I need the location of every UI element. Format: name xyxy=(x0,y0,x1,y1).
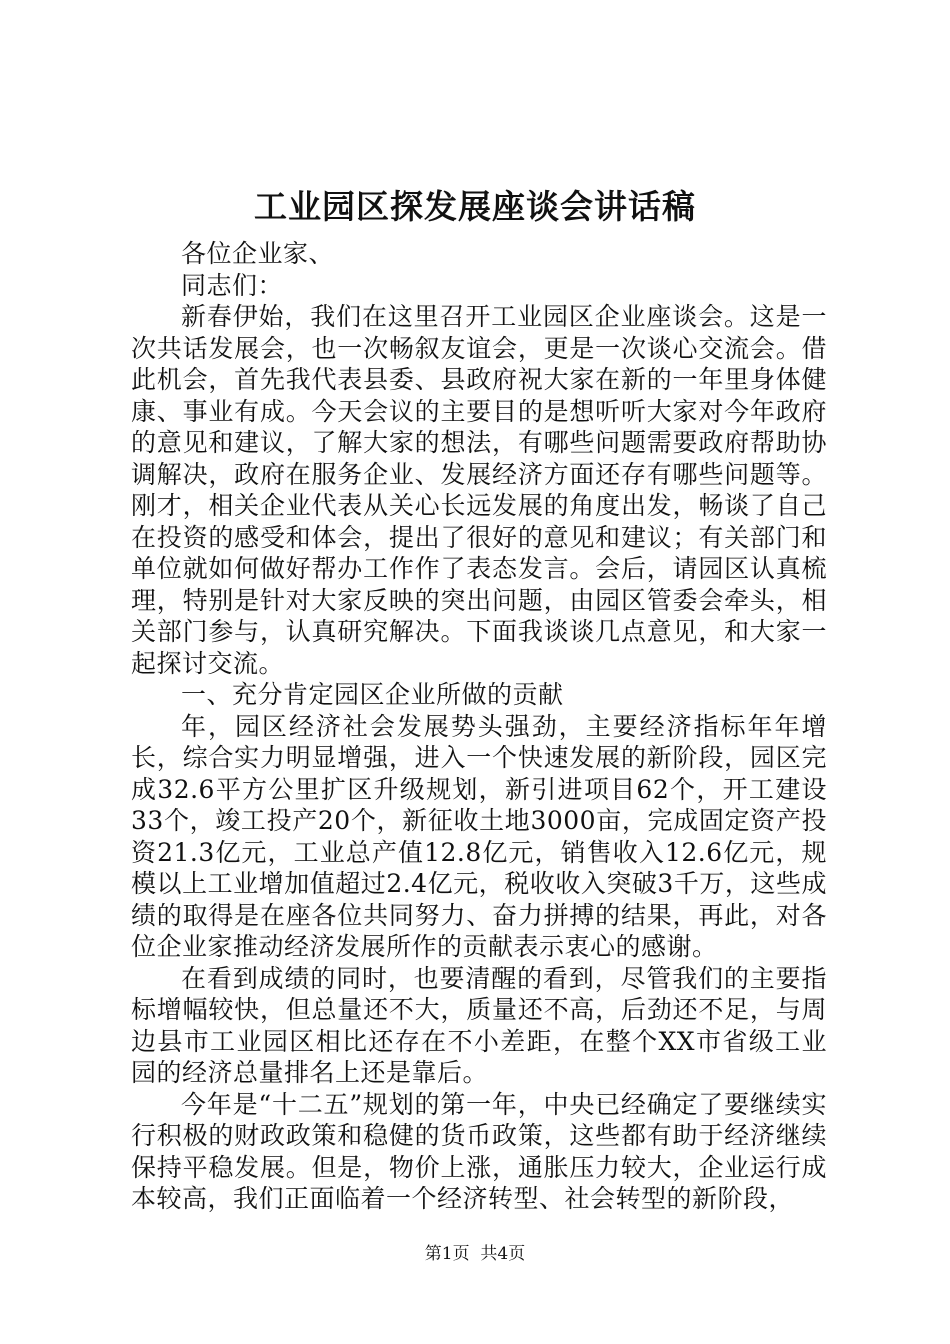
document-title: 工业园区探发展座谈会讲话稿 xyxy=(254,187,696,226)
paragraph-achievements: 年，园区经济社会发展势头强劲，主要经济指标年年增长，综合实力明显增强，进入一个快速发展的新阶段，园区完成32.6平方公里扩区升级规划，新引进项目62个，开工建设33个，竣工投产20个，新征收土地3000亩，完成固定资产投资21.3亿元，工业总产值12.8亿元，销售收入12.6亿元，规模以上工业增加值超过2.4亿元，税收收入突破3千万，这些成绩的取得是在座各位共同努力、奋力拼搏的结果，再此，对各位企业家推动经济发展所作的贡献表示衷心的感谢。 xyxy=(131,711,827,961)
salutation-line-2: 同志们： xyxy=(181,270,284,300)
salutation-line-1: 各位企业家、 xyxy=(181,239,335,268)
page-footer xyxy=(0,1242,950,1266)
paragraph-gaps: 在看到成绩的同时，也要清醒的看到，尽管我们的主要指标增幅较快，但总量还不大，质量还不高，后劲还不足，与周边县市工业园区相比还存在不小差距，在整个XX市省级工业园的经济总量排名上还是靠后。 xyxy=(131,963,827,1087)
section-heading-1: 一、充分肯定园区企业所做的贡献 xyxy=(181,680,564,709)
document-body xyxy=(131,238,827,1215)
page-number: 第1页 xyxy=(424,1244,470,1264)
paragraph-outlook: 今年是“十二五”规划的第一年，中央已经确定了要继续实行积极的财政政策和稳健的货币政策，这些都有助于经济继续保持平稳发展。但是，物价上涨，通胀压力较大，企业运行成本较高，我们正面临着一个经济转型、社会转型的新阶段， xyxy=(131,1089,827,1213)
paragraph-opening: 新春伊始，我们在这里召开工业园区企业座谈会。这是一次共话发展会，也一次畅叙友谊会，更是一次谈心交流会。借此机会，首先我代表县委、县政府祝大家在新的一年里身体健康、事业有成。今天会议的主要目的是想听听大家对今年政府的意见和建议，了解大家的想法，有哪些问题需要政府帮助协调解决，政府在服务企业、发展经济方面还存有哪些问题等。刚才，相关企业代表从关心长远发展的角度出发，畅谈了自己在投资的感受和体会，提出了很好的意见和建议；有关部门和单位就如何做好帮办工作作了表态发言。会后，请园区认真梳理，特别是针对大家反映的突出问题，由园区管委会牵头，相关部门参与，认真研究解决。下面我谈谈几点意见，和大家一起探讨交流。 xyxy=(131,302,827,678)
page-total: 共4页 xyxy=(480,1244,526,1264)
